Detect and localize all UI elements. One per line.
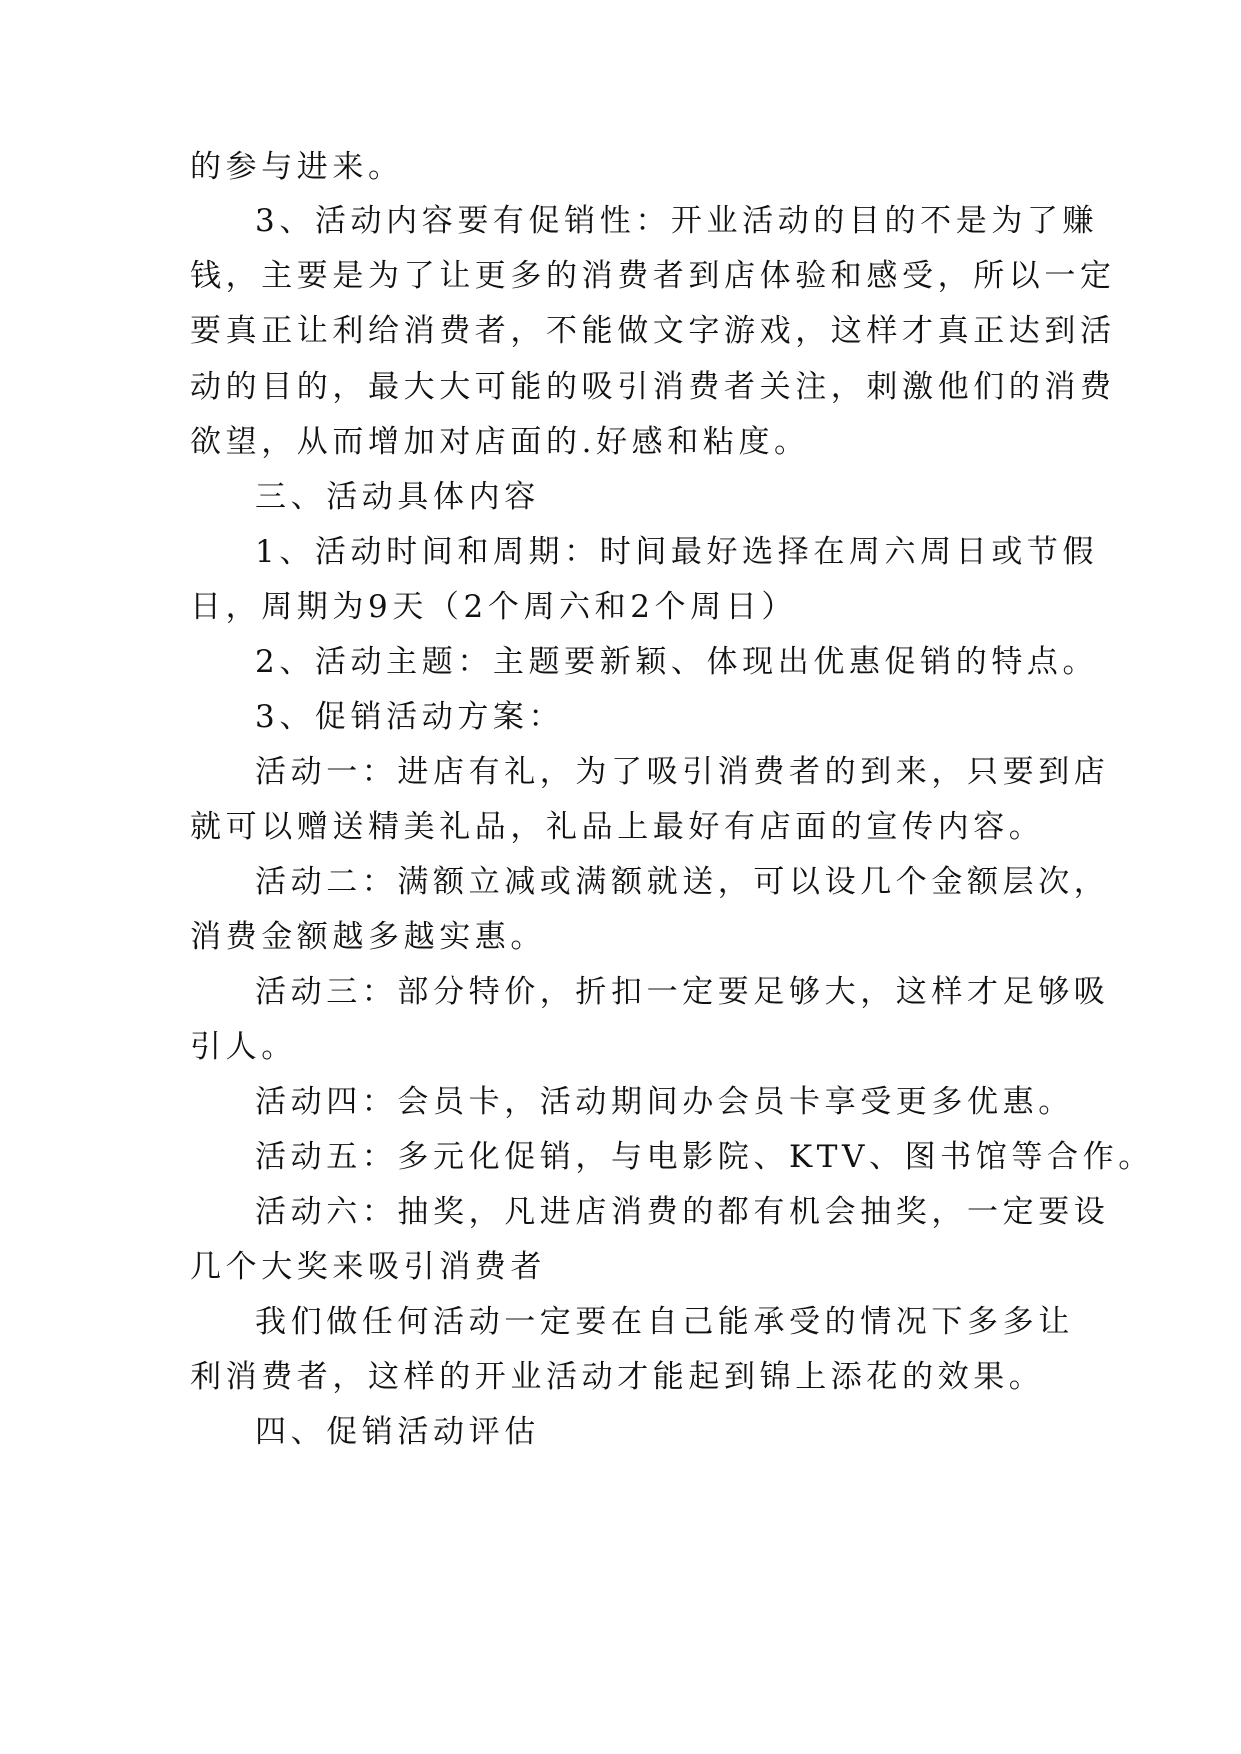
text-line: 几个大奖来吸引消费者	[190, 1249, 546, 1285]
section-heading: 三、活动具体内容	[255, 479, 540, 515]
text-line: 的参与进来。	[190, 149, 404, 185]
text-line: 活动四：会员卡，活动期间办会员卡享受更多优惠。	[255, 1084, 1074, 1120]
text-line: 活动二：满额立减或满额就送，可以设几个金额层次，	[255, 864, 1110, 900]
text-line: 我们做任何活动一定要在自己能承受的情况下多多让	[255, 1304, 1074, 1340]
text-line: 活动五：多元化促销，与电影院、KTV、图书馆等合作。	[255, 1139, 1154, 1175]
text-line: 钱，主要是为了让更多的消费者到店体验和感受，所以一定	[190, 258, 1116, 294]
text-line: 动的目的，最大大可能的吸引消费者关注，刺激他们的消费	[190, 369, 1116, 405]
section-heading: 四、促销活动评估	[255, 1414, 540, 1450]
text-line: 活动三：部分特价，折扣一定要足够大，这样才足够吸	[255, 974, 1110, 1010]
text-line: 2、活动主题：主题要新颖、体现出优惠促销的特点。	[255, 644, 1099, 680]
text-line: 3、活动内容要有促销性：开业活动的目的不是为了赚	[255, 203, 1099, 239]
text-line: 要真正让利给消费者，不能做文字游戏，这样才真正达到活	[190, 313, 1116, 349]
text-line: 日，周期为9天（2个周六和2个周日）	[190, 589, 797, 625]
text-line: 1、活动时间和周期：时间最好选择在周六周日或节假	[255, 534, 1099, 570]
text-line: 消费金额越多越实惠。	[190, 919, 546, 955]
text-line: 利消费者，这样的开业活动才能起到锦上添花的效果。	[190, 1359, 1045, 1395]
text-line: 就可以赠送精美礼品，礼品上最好有店面的宣传内容。	[190, 809, 1045, 845]
text-line: 引人。	[190, 1029, 297, 1065]
text-line: 3、促销活动方案：	[255, 699, 565, 735]
text-line: 欲望，从而增加对店面的.好感和粘度。	[190, 424, 810, 460]
text-line: 活动六：抽奖，凡进店消费的都有机会抽奖，一定要设	[255, 1194, 1110, 1230]
text-line: 活动一：进店有礼，为了吸引消费者的到来，只要到店	[255, 754, 1110, 790]
